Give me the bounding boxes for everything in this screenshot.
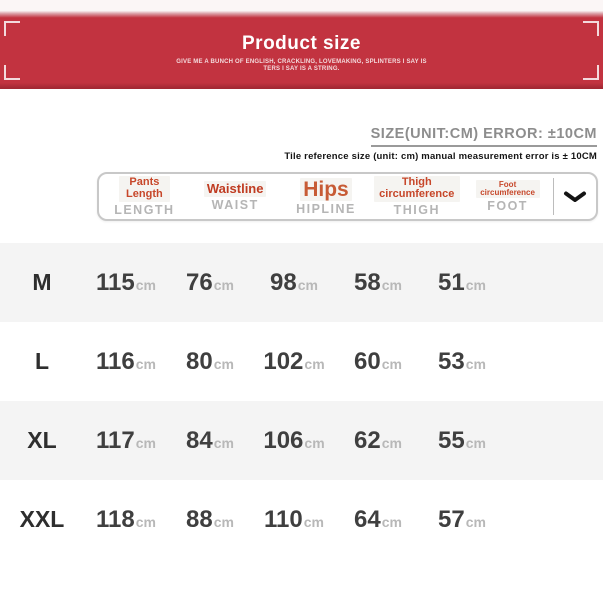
value-cell xyxy=(252,506,336,534)
value-unit: cm xyxy=(135,513,156,530)
value-cell xyxy=(252,269,336,297)
size-table-header xyxy=(97,172,598,221)
collapse-toggle[interactable] xyxy=(554,174,596,219)
value-cell xyxy=(84,427,168,455)
value-number: 80 xyxy=(186,347,213,375)
value-cell xyxy=(84,506,168,534)
column-secondary-label: THIGH xyxy=(393,202,440,217)
value-number: 57 xyxy=(438,505,465,533)
value-number: 62 xyxy=(354,426,381,454)
value-number: 51 xyxy=(438,268,465,296)
value-number: 60 xyxy=(354,347,381,375)
value-cell xyxy=(84,269,168,297)
size-table-body xyxy=(0,243,603,559)
column-header-waistline xyxy=(190,174,281,219)
size-label: M xyxy=(32,269,52,295)
column-primary-label: Waistline xyxy=(204,181,267,197)
value-number: 84 xyxy=(186,426,213,454)
value-cell xyxy=(168,506,252,534)
value-number: 116 xyxy=(96,347,135,375)
banner-subtitle-line1: GIVE ME A BUNCH OF ENGLISH, CRACKLING, LOVEMAKING, SPLINTERS I SAY IS xyxy=(176,59,427,65)
chevron-down-icon xyxy=(563,191,587,203)
value-number: 102 xyxy=(263,347,304,375)
value-unit: cm xyxy=(213,434,234,451)
size-row-xl xyxy=(0,401,603,480)
column-header-foot xyxy=(462,174,553,219)
value-unit: cm xyxy=(465,434,486,451)
value-cell xyxy=(168,348,252,376)
value-number: 106 xyxy=(263,426,304,454)
value-unit: cm xyxy=(465,276,486,293)
value-cell xyxy=(420,506,504,534)
value-unit: cm xyxy=(381,355,402,372)
column-primary-label: Foot circumference xyxy=(476,180,540,199)
value-cell xyxy=(168,269,252,297)
value-cell xyxy=(420,269,504,297)
value-unit: cm xyxy=(135,434,156,451)
value-unit: cm xyxy=(304,434,325,451)
size-row-xxl xyxy=(0,480,603,559)
size-label: XL xyxy=(27,427,57,453)
value-number: 115 xyxy=(96,268,135,296)
column-primary-label: Pants Length xyxy=(119,176,170,201)
value-cell xyxy=(336,506,420,534)
value-number: 117 xyxy=(96,426,135,454)
value-unit: cm xyxy=(381,276,402,293)
value-number: 98 xyxy=(270,268,297,296)
value-unit: cm xyxy=(297,276,318,293)
value-number: 118 xyxy=(96,505,135,533)
value-unit: cm xyxy=(135,355,156,372)
size-note xyxy=(284,125,597,162)
value-number: 76 xyxy=(186,268,213,296)
value-unit: cm xyxy=(381,434,402,451)
value-unit: cm xyxy=(465,355,486,372)
value-unit: cm xyxy=(465,513,486,530)
column-secondary-label: HIPLINE xyxy=(296,201,356,216)
value-number: 88 xyxy=(186,505,213,533)
column-header-thigh xyxy=(371,174,462,219)
value-cell xyxy=(168,427,252,455)
column-header-hips xyxy=(281,174,372,219)
value-cell xyxy=(252,427,336,455)
size-row-m xyxy=(0,243,603,322)
value-number: 64 xyxy=(354,505,381,533)
value-unit: cm xyxy=(213,513,234,530)
value-number: 55 xyxy=(438,426,465,454)
value-unit: cm xyxy=(135,276,156,293)
column-primary-label: Hips xyxy=(300,178,352,201)
banner-subtitle xyxy=(0,59,603,73)
value-number: 58 xyxy=(354,268,381,296)
value-cell xyxy=(336,427,420,455)
banner-subtitle-line2: TERS I SAY IS A STRING. xyxy=(263,66,340,72)
product-size-banner xyxy=(0,0,603,89)
value-number: 53 xyxy=(438,347,465,375)
value-cell xyxy=(420,348,504,376)
value-unit: cm xyxy=(213,276,234,293)
value-unit: cm xyxy=(303,513,324,530)
column-secondary-label: FOOT xyxy=(487,199,528,214)
size-label: XXL xyxy=(19,506,65,532)
value-cell xyxy=(252,348,336,376)
size-label: L xyxy=(34,348,50,374)
value-unit: cm xyxy=(304,355,325,372)
value-number: 110 xyxy=(264,505,303,533)
value-cell xyxy=(84,348,168,376)
value-cell xyxy=(336,269,420,297)
value-cell xyxy=(336,348,420,376)
value-unit: cm xyxy=(213,355,234,372)
column-primary-label: Thigh circumference xyxy=(374,176,460,201)
measurement-note: Tile reference size (unit: cm) manual measurement error is ± 10CM xyxy=(284,151,597,162)
value-cell xyxy=(420,427,504,455)
column-secondary-label: LENGTH xyxy=(114,202,175,217)
column-header-pants-length xyxy=(99,174,190,219)
size-row-l xyxy=(0,322,603,401)
size-error-headline: SIZE(UNIT:CM) ERROR: ±10CM xyxy=(371,126,597,147)
value-unit: cm xyxy=(381,513,402,530)
column-secondary-label: WAIST xyxy=(211,197,259,212)
page-title: Product size xyxy=(242,33,361,54)
